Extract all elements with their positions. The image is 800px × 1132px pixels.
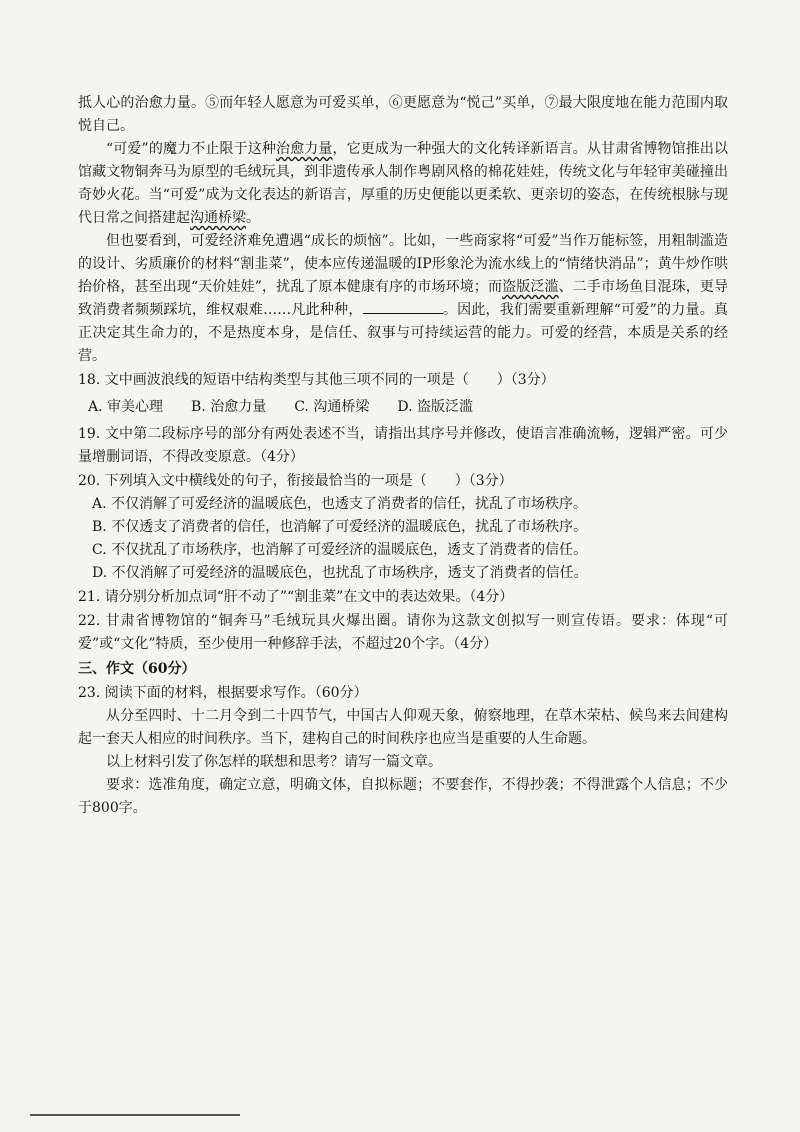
- p1-text-c: 。: [246, 210, 260, 226]
- p2-text-a: 但也要看到，可爱经济难免遭遇“成长的烦恼”。比如，一些商家将“可爱”当作万能标签，用粗制滥造的设计、劣质廉价的材料“割韭菜”，使本应传递温暖的IP形象沦为流水线上的“情绪快消品”；黄牛炒作哄抬价格，甚至出现“天价娃娃”，扰乱了原本健康有序的市场环境；而: [78, 233, 728, 295]
- fill-blank-line[interactable]: [363, 299, 443, 314]
- p1-text-a: “可爱”的魔力不止限于这种: [106, 141, 276, 157]
- section-3-heading: 三、作文（60分）: [78, 661, 196, 677]
- question-21: 21. 请分别分析加点词“肝不动了”“割韭菜”在文中的表达效果。（4分）: [78, 589, 514, 605]
- question-18-options: [78, 396, 728, 419]
- wavy-phrase-goutong: 沟通桥梁: [190, 210, 246, 226]
- essay-prompt: 以上材料引发了你怎样的联想和思考？请写一篇文章。: [106, 754, 442, 770]
- question-18-stem: 18. 文中画波浪线的短语中结构类型与其他三项不同的一项是（ ）（3分）: [78, 372, 555, 388]
- passage-paragraph-1: [78, 138, 728, 230]
- passage-paragraph-2: [78, 230, 728, 368]
- question-20-stem: 20. 下列填入文中横线处的句子，衔接最恰当的一项是（ ）（3分）: [78, 473, 513, 489]
- q18-option-d[interactable]: D. 盗版泛滥: [397, 399, 473, 415]
- exam-page: [78, 92, 728, 820]
- q18-option-a[interactable]: A. 审美心理: [88, 399, 164, 415]
- p2-text-b: 、二手市场鱼目混珠，更导致消费者频频踩坑，维权艰难……凡此种种，: [78, 279, 728, 318]
- q20-option-d[interactable]: D. 不仅消解了可爱经济的温暖底色，也扰乱了市场秩序，透支了消费者的信任。: [92, 565, 588, 581]
- passage-paragraph-0: 抵人心的治愈力量。⑤而年轻人愿意为可爱买单，⑥更愿意为“悦己”买单，⑦最大限度地在能力范围内取悦自己。: [78, 95, 728, 134]
- p2-text-c: 。因此，我们需要重新理解“可爱”的力量。真正决定其生命力的，不是热度本身，是信任、叙事与可持续运营的能力。可爱的经营，本质是关系的经营。: [78, 302, 728, 364]
- question-22: 22. 甘肃省博物馆的“铜奔马”毛绒玩具火爆出圈。请你为这款文创拟写一则宣传语。要求：体现“可爱”或“文化”特质，至少使用一种修辞手法，不超过20个字。（4分）: [78, 613, 728, 652]
- question-23: 23. 阅读下面的材料，根据要求写作。（60分）: [78, 685, 368, 701]
- q20-option-a[interactable]: A. 不仅消解了可爱经济的温暖底色，也透支了消费者的信任，扰乱了市场秩序。: [92, 496, 588, 512]
- question-19: 19. 文中第二段标序号的部分有两处表述不当，请指出其序号并修改，使语言准确流畅，逻辑严密。可少量增删词语，不得改变原意。（4分）: [78, 426, 728, 465]
- essay-material: 从分至四时、十二月令到二十四节气，中国古人仰观天象，俯察地理，在草木荣枯、候鸟来去间建构起一套天人相应的时间秩序。当下，建构自己的时间秩序也应当是重要的人生命题。: [78, 708, 728, 747]
- wavy-phrase-zhiyu: 治愈力量: [276, 141, 333, 157]
- q18-option-b[interactable]: B. 治愈力量: [191, 399, 267, 415]
- wavy-phrase-daoban: 盗版泛滥: [502, 279, 559, 295]
- q18-option-c[interactable]: C. 沟通桥梁: [294, 399, 370, 415]
- essay-requirements: 要求：选准角度，确定立意，明确文体，自拟标题；不要套作，不得抄袭；不得泄露个人信息；不少于800字。: [78, 777, 728, 816]
- p1-text-b: ，它更成为一种强大的文化转译新语言。从甘肃省博物馆推出以馆藏文物铜奔马为原型的毛绒玩具，到非遗传承人制作粤剧风格的棉花娃娃，传统文化与年轻审美碰撞出奇妙火花。当“可爱”成为文化表达的新语言，厚重的历史便能以更柔软、更亲切的姿态，在传统根脉与现代日常之间搭建起: [78, 141, 728, 226]
- bottom-rule-line: [30, 1114, 240, 1116]
- q20-option-c[interactable]: C. 不仅扰乱了市场秩序，也消解了可爱经济的温暖底色，透支了消费者的信任。: [92, 542, 588, 558]
- q20-option-b[interactable]: B. 不仅透支了消费者的信任，也消解了可爱经济的温暖底色，扰乱了市场秩序。: [92, 519, 588, 535]
